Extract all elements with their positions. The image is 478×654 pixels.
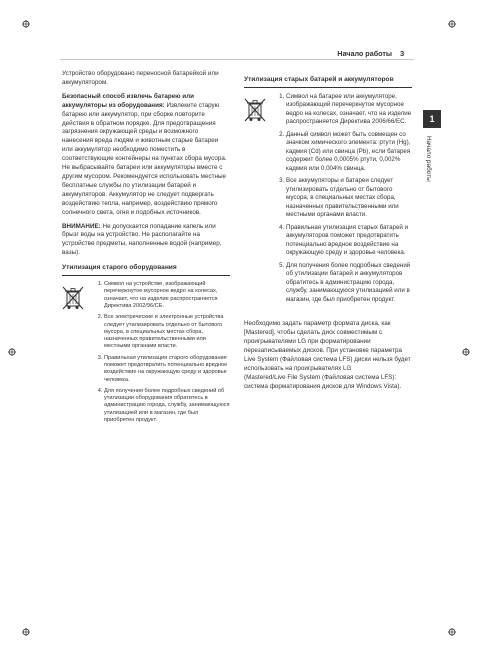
battery-disposal-block (244, 93, 412, 309)
list-item: 3. Все аккумуляторы и батареи следует утилизировать отдельно от бытового мусора, в специальных местах сбора, назначенных правительственными или местными органами власти. (286, 177, 412, 220)
safe-removal-body: Извлеките старую батарею или аккумулятор, при сборке повторите действия в обратном порядке. Для предотвращения загрязнения окружающей среды и возможного нанесения вреда людям и животным старые батареи или аккумулятор необходимо поместить в соответствующие контейнеры на пунктах сбора мусора. Не выбрасывайте батареи или аккумуляторы вместе с другим мусором. Рекомендуется использовать местные бесплатные службы по утилизации батарей и аккумуляторов. Аккумулятор не следует подвергать воздействию тепла, например, воздействию прямого солнечного света, огня и подобных источников. (62, 101, 227, 216)
crossed-bin-icon (62, 281, 90, 428)
list-item: 4. Правильная утилизация старых батарей и аккумуляторов поможет предотвратить потенциально вредное воздействие на окружающую среду и здоровье человека. (286, 224, 412, 258)
battery-disposal-rule (244, 87, 412, 88)
equipment-disposal-title: Утилизация старого оборудования (62, 264, 177, 272)
registration-mark-left (8, 348, 16, 356)
disc-format-note: Необходимо задать параметр формата диска, как [Mastered], чтобы сделать диск совместимым с проигрывателями LG при форматировании перезаписываемых дисков. При установке параметра Live System (Файловая система LFS) диски нельзя будет использовать на проигрывателях LG (244, 320, 411, 372)
warning-body: Не допускается попадание капель или брызг воды на устройство. Не располагайте на устройстве предметы, наполненные водой (например, вазы). (62, 222, 222, 257)
chapter-tab-number: 1 (423, 110, 441, 128)
list-item: 5. Для получения более подробных сведений об утилизации батарей и аккумуляторов обратитесь в администрацию города, службу, занимающуюся утилизацией или в магазин, где был приобретен продукт. (286, 262, 412, 305)
warning-label: ВНИМАНИЕ: (62, 222, 101, 230)
right-column (244, 76, 412, 397)
battery-intro: Устройство оборудовано переносной батарейкой или аккумулятором. (62, 70, 219, 86)
crossed-bin-icon (244, 93, 272, 309)
equipment-disposal-list (90, 281, 230, 428)
header-section-title: Начало работы (337, 49, 392, 58)
list-item: 2. Все электрические и электронные устройства следует утилизировать отдельно от бытового мусора, в специальных местах сбора, назначенных правительственными или местными органами власти. (104, 314, 230, 350)
registration-mark-bottom-right (448, 628, 456, 636)
list-item: 2. Данный символ может быть совмещен со значком химического элемента: ртути (Hg), кадмия (Cd) или свинца (Pb), если батарея содержит более 0,0005% ртути, 0,002% кадмия или 0,004% свинца. (286, 131, 412, 174)
registration-mark-bottom-left (22, 628, 30, 636)
disc-format-note-detail: (Mastered/Live File System (Файловая система LFS): система форматирования дисков для Windows Vista). (244, 373, 402, 390)
battery-disposal-title: Утилизация старых батарей и аккумуляторов (244, 76, 394, 83)
page-number: 3 (400, 49, 405, 58)
equipment-disposal-block (62, 281, 230, 428)
safe-removal-heading: Безопасный способ извлечь батарею или аккумуляторы из оборудования: (62, 92, 195, 109)
registration-mark-top-left (22, 20, 30, 28)
left-column (62, 70, 230, 428)
list-item: 4. Для получения более подробных сведений об утилизации оборудования обратитесь в администрацию города, службу, занимающуюся утилизацией или в магазин, где был приобретен продукт. (104, 388, 230, 424)
battery-disposal-list (272, 93, 412, 309)
registration-mark-top-right (448, 20, 456, 28)
registration-mark-right (462, 348, 470, 356)
list-item: 1. Символ на устройстве, изображающий перечеркнутое мусорное ведро на колесах, означает, что на изделие распространяется Директива 2002/96/CE. (104, 281, 230, 310)
list-item: 1. Символ на батарее или аккумуляторе, изображающий перечеркнутое мусорное ведро на колесах, означает, что на изделие распространяется Директива 2006/66/EC. (286, 93, 412, 127)
safe-removal-paragraph (62, 93, 230, 218)
chapter-tab-label: Начало работы (425, 136, 432, 182)
header-divider (60, 59, 414, 60)
equipment-disposal-rule (62, 275, 230, 276)
warning-paragraph (62, 223, 230, 259)
list-item: 3. Правильная утилизация старого оборудования поможет предотвратить потенциально вредное воздействие на окружающую среду и здоровье человека. (104, 355, 230, 384)
